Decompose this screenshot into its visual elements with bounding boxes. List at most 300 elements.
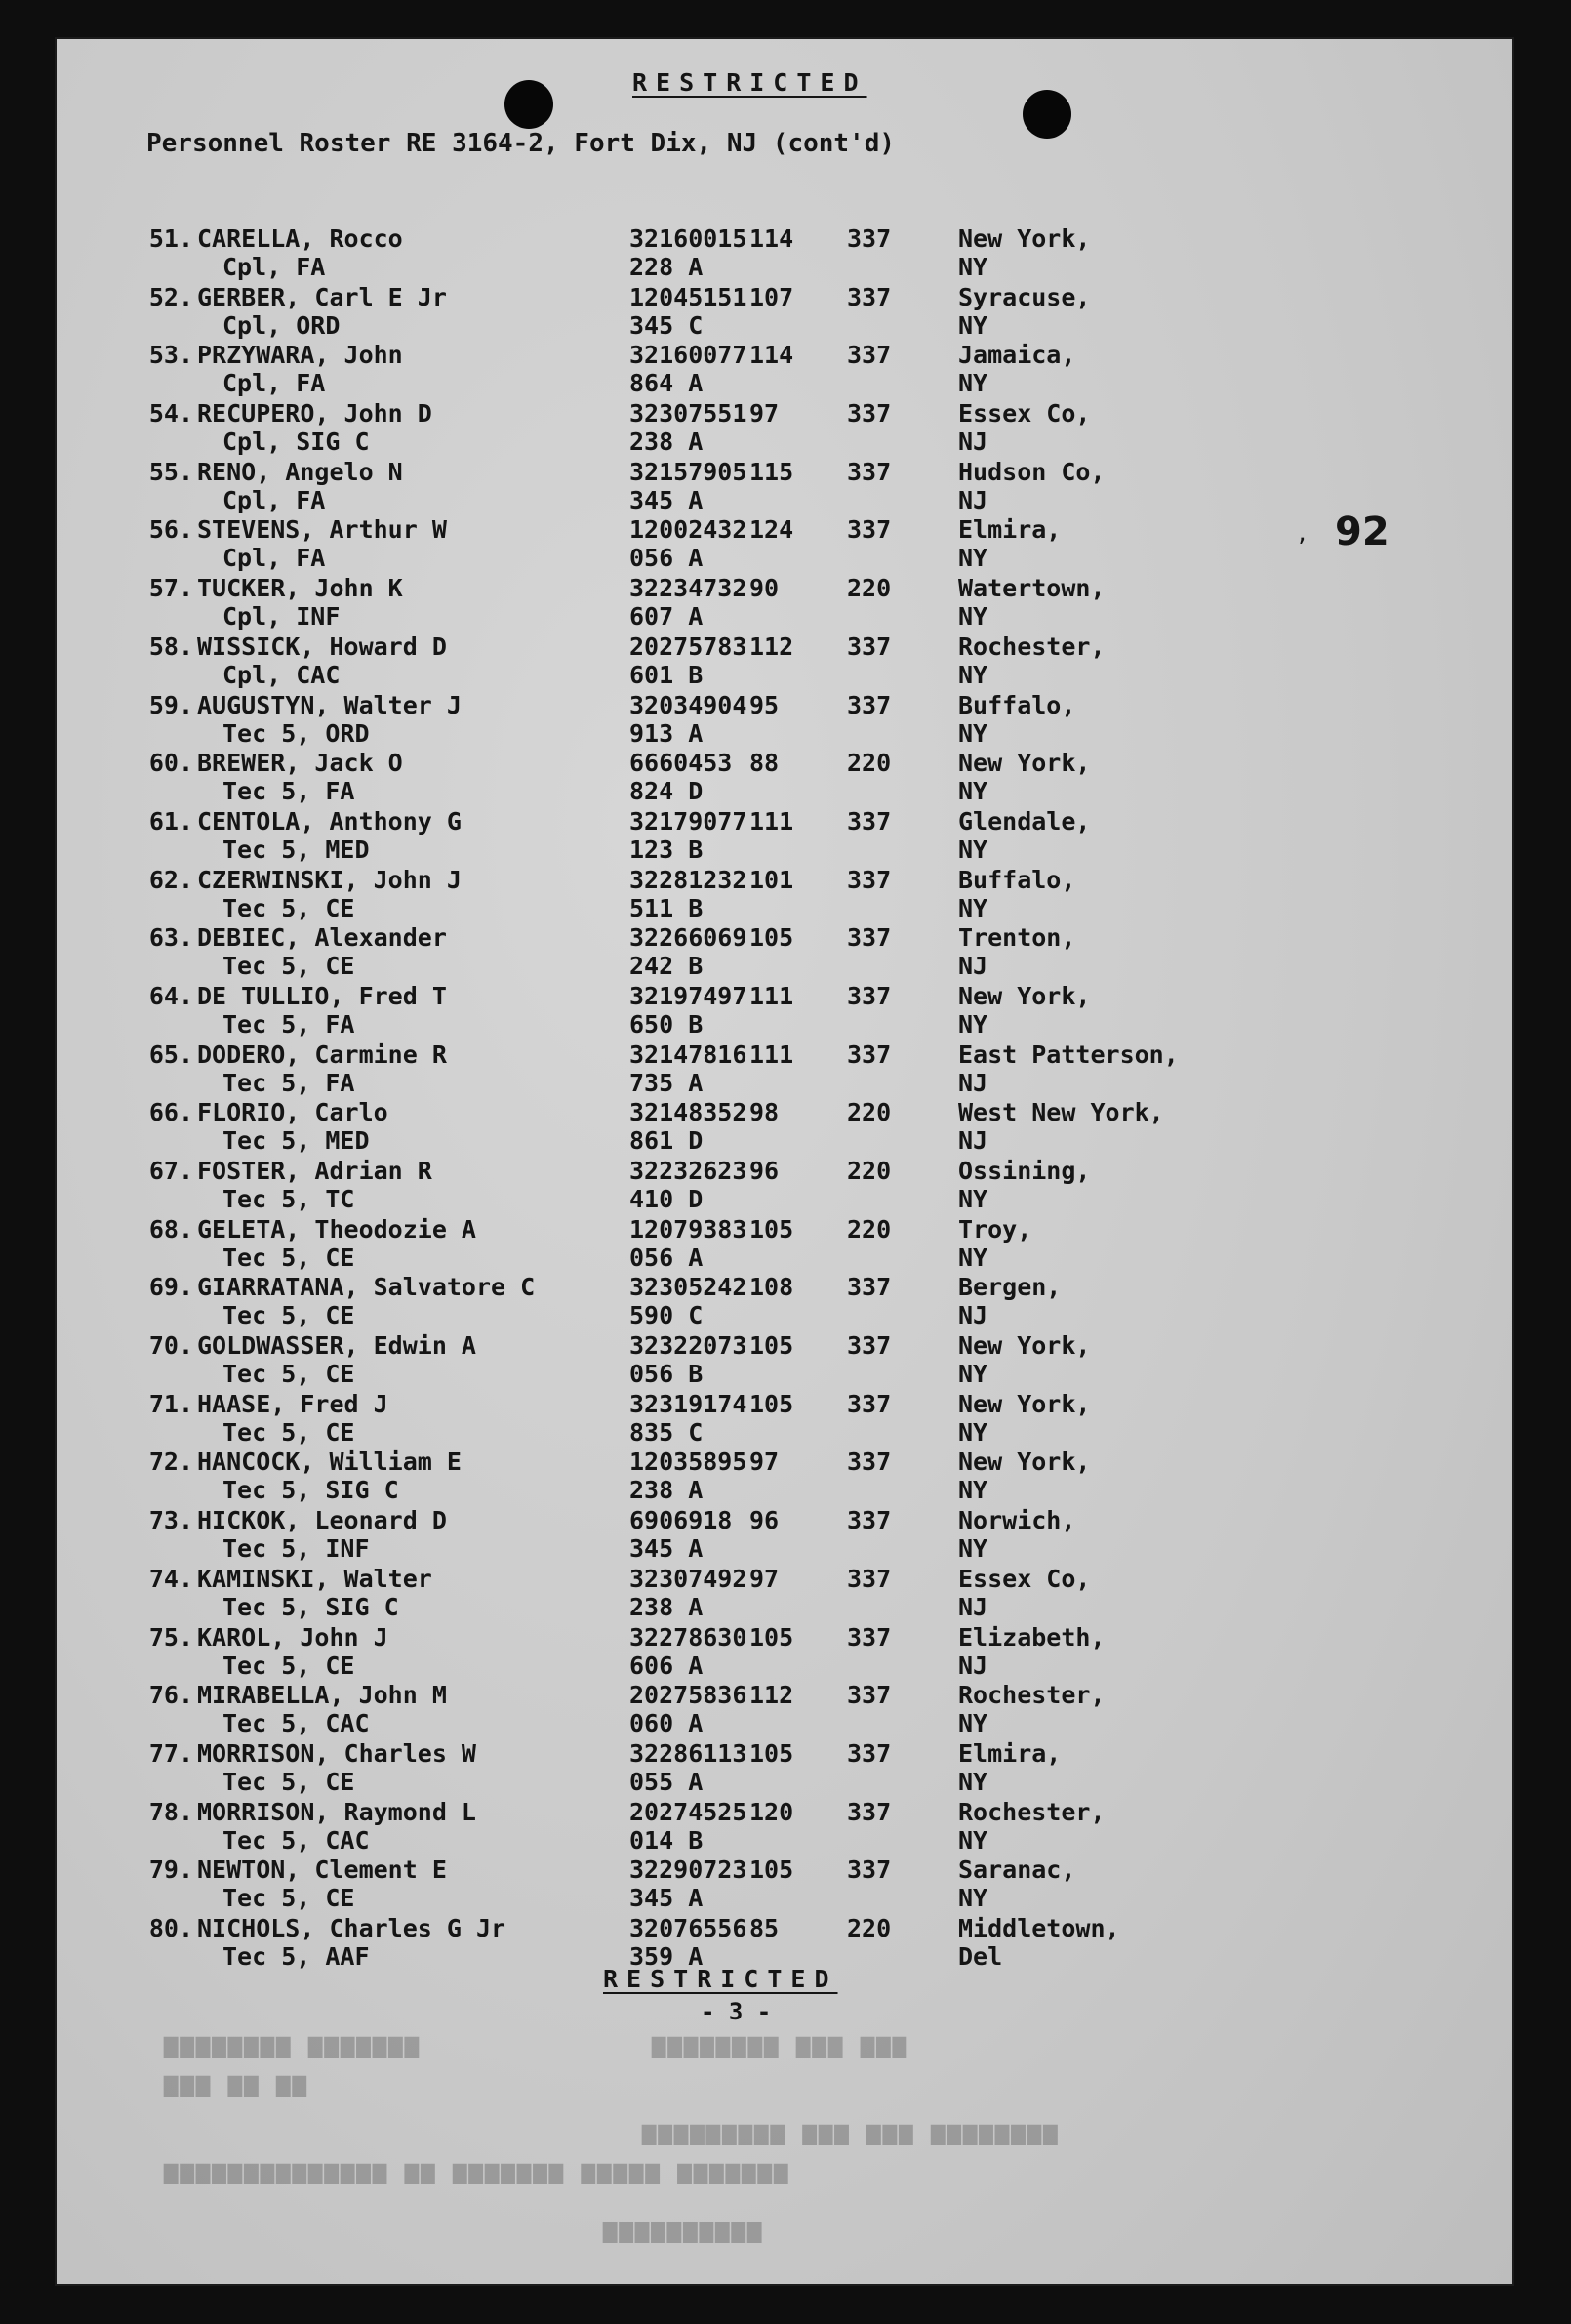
roster-entry: [144, 1157, 1237, 1215]
score-column: 97: [749, 1447, 780, 1477]
serial-number: 32307492: [629, 1564, 747, 1593]
roster-entry: [144, 1215, 1237, 1274]
punch-hole: [1023, 90, 1071, 139]
roster-entry: [144, 866, 1237, 924]
rank-branch: Tec 5, CE: [222, 1360, 355, 1389]
code-column: 337: [847, 1389, 892, 1418]
roster-entry: [144, 458, 1237, 516]
code-column: 337: [847, 806, 892, 836]
home-city: New York,: [958, 1389, 1091, 1418]
code-column: 337: [847, 399, 892, 428]
code-column: 337: [847, 1738, 892, 1768]
serial-number: 32278630: [629, 1622, 747, 1651]
mos-code: 238 A: [629, 1592, 704, 1621]
home-state: NY: [958, 1709, 988, 1738]
rank-branch: Tec 5, FA: [222, 1068, 355, 1097]
home-state: NJ: [958, 1651, 988, 1680]
rank-branch: Tec 5, FA: [222, 777, 355, 806]
mos-code: 345 C: [629, 310, 704, 340]
roster-entry: [144, 1855, 1237, 1914]
roster-entry: [144, 749, 1237, 807]
roster-entry: [144, 923, 1237, 982]
score-column: 101: [749, 865, 794, 894]
score-column: 105: [749, 923, 794, 953]
rank-branch: Tec 5, FA: [222, 1009, 355, 1039]
soldier-name: DEBIEC, Alexander: [197, 923, 447, 953]
code-column: 337: [847, 1855, 892, 1885]
entry-number: 62.: [148, 865, 193, 894]
soldier-name: CZERWINSKI, John J: [197, 865, 462, 894]
rank-branch: Cpl, FA: [222, 544, 326, 573]
mos-code: 824 D: [629, 777, 704, 806]
roster-entry: [144, 341, 1237, 399]
score-column: 124: [749, 515, 794, 545]
home-city: New York,: [958, 1331, 1091, 1361]
soldier-name: MORRISON, Charles W: [197, 1738, 476, 1768]
serial-number: 32160077: [629, 341, 747, 370]
score-column: 97: [749, 399, 780, 428]
soldier-name: GOLDWASSER, Edwin A: [197, 1331, 476, 1361]
roster-entry: [144, 1565, 1237, 1623]
rank-branch: Tec 5, CE: [222, 1417, 355, 1447]
bleed-through-text: ▆▆▆▆▆▆▆▆▆ ▆▆▆ ▆▆▆ ▆▆▆▆▆▆▆▆: [642, 2118, 1060, 2145]
mos-code: 835 C: [629, 1417, 704, 1447]
entry-number: 51.: [148, 224, 193, 253]
score-column: 105: [749, 1622, 794, 1651]
home-state: NY: [958, 602, 988, 632]
rank-branch: Tec 5, CE: [222, 1651, 355, 1680]
score-column: 96: [749, 1157, 780, 1185]
home-city: Elmira,: [958, 515, 1062, 545]
code-column: 337: [847, 224, 892, 253]
serial-number: 12045151: [629, 282, 747, 311]
mos-code: 056 B: [629, 1360, 704, 1389]
entry-number: 55.: [148, 457, 193, 486]
serial-number: 32148352: [629, 1098, 747, 1127]
serial-number: 20275836: [629, 1681, 747, 1710]
code-column: 337: [847, 341, 892, 370]
home-city: New York,: [958, 1447, 1091, 1477]
serial-number: 32232623: [629, 1157, 747, 1185]
code-column: 337: [847, 1797, 892, 1826]
home-state: NY: [958, 310, 988, 340]
home-city: Troy,: [958, 1214, 1032, 1244]
rank-branch: Tec 5, CE: [222, 952, 355, 981]
rank-branch: Cpl, FA: [222, 369, 326, 398]
rank-branch: Tec 5, CE: [222, 893, 355, 922]
serial-number: 12079383: [629, 1214, 747, 1244]
entry-number: 56.: [148, 515, 193, 545]
home-city: Elmira,: [958, 1738, 1062, 1768]
entry-number: 63.: [148, 923, 193, 953]
mos-code: 359 A: [629, 1941, 704, 1971]
mos-code: 864 A: [629, 369, 704, 398]
roster-entry: [144, 224, 1237, 283]
entry-number: 80.: [148, 1913, 193, 1942]
home-state: NY: [958, 1009, 988, 1039]
entry-number: 67.: [148, 1157, 193, 1185]
serial-number: 32179077: [629, 806, 747, 836]
document-page: [57, 39, 1512, 2284]
score-column: 97: [749, 1564, 780, 1593]
code-column: 337: [847, 981, 892, 1010]
mos-code: 601 B: [629, 660, 704, 689]
soldier-name: GELETA, Theodozie A: [197, 1214, 476, 1244]
rank-branch: Tec 5, TC: [222, 1185, 355, 1213]
soldier-name: WISSICK, Howard D: [197, 632, 447, 661]
home-state: NY: [958, 1417, 988, 1447]
home-city: Jamaica,: [958, 341, 1076, 370]
home-state: NJ: [958, 952, 988, 981]
score-column: 96: [749, 1506, 780, 1535]
serial-number: 32322073: [629, 1331, 747, 1361]
score-column: 111: [749, 981, 794, 1010]
soldier-name: STEVENS, Arthur W: [197, 515, 447, 545]
home-city: West New York,: [958, 1098, 1164, 1127]
home-city: New York,: [958, 981, 1091, 1010]
score-column: 85: [749, 1913, 780, 1942]
serial-number: 32034904: [629, 690, 747, 719]
bleed-through-text: ▆▆▆▆▆▆▆▆ ▆▆▆ ▆▆▆: [652, 2030, 909, 2058]
soldier-name: MORRISON, Raymond L: [197, 1797, 476, 1826]
soldier-name: NEWTON, Clement E: [197, 1855, 447, 1885]
code-column: 337: [847, 1506, 892, 1535]
home-state: NY: [958, 777, 988, 806]
home-city: Middletown,: [958, 1913, 1120, 1942]
home-state: NY: [958, 1185, 988, 1213]
roster-entry: [144, 399, 1237, 458]
entry-number: 74.: [148, 1564, 193, 1593]
home-state: NY: [958, 1884, 988, 1913]
soldier-name: HAASE, Fred J: [197, 1389, 388, 1418]
roster-entry: [144, 1331, 1237, 1390]
soldier-name: KAROL, John J: [197, 1622, 388, 1651]
serial-number: 32307551: [629, 399, 747, 428]
rank-branch: Tec 5, CE: [222, 1243, 355, 1272]
mos-code: 913 A: [629, 718, 704, 748]
mos-code: 238 A: [629, 1476, 704, 1505]
home-city: Elizabeth,: [958, 1622, 1106, 1651]
rank-branch: Tec 5, CE: [222, 1301, 355, 1330]
score-column: 105: [749, 1331, 794, 1361]
code-column: 220: [847, 1913, 892, 1942]
serial-number: 32281232: [629, 865, 747, 894]
mos-code: 060 A: [629, 1709, 704, 1738]
mos-code: 607 A: [629, 602, 704, 632]
score-column: 90: [749, 574, 780, 603]
soldier-name: TUCKER, John K: [197, 574, 403, 603]
entry-number: 73.: [148, 1506, 193, 1535]
entry-number: 77.: [148, 1738, 193, 1768]
mos-code: 228 A: [629, 253, 704, 281]
score-column: 105: [749, 1738, 794, 1768]
code-column: 220: [847, 574, 892, 603]
soldier-name: RECUPERO, John D: [197, 399, 432, 428]
home-state: NY: [958, 718, 988, 748]
soldier-name: GIARRATANA, Salvatore C: [197, 1273, 536, 1302]
soldier-name: DODERO, Carmine R: [197, 1040, 447, 1069]
entry-number: 65.: [148, 1040, 193, 1069]
score-column: 105: [749, 1214, 794, 1244]
roster-entry: [144, 1681, 1237, 1739]
roster-entry: [144, 1798, 1237, 1856]
soldier-name: DE TULLIO, Fred T: [197, 981, 447, 1010]
roster-entry: [144, 1098, 1237, 1157]
code-column: 337: [847, 690, 892, 719]
score-column: 95: [749, 690, 780, 719]
roster-entry: [144, 691, 1237, 750]
mos-code: 345 A: [629, 1534, 704, 1564]
serial-number: 32319174: [629, 1389, 747, 1418]
score-column: 98: [749, 1098, 780, 1127]
soldier-name: BREWER, Jack O: [197, 749, 403, 778]
mos-code: 511 B: [629, 893, 704, 922]
code-column: 337: [847, 923, 892, 953]
bleed-through-text: ▆▆▆▆▆▆▆▆▆▆▆▆▆▆ ▆▆ ▆▆▆▆▆▆▆ ▆▆▆▆▆ ▆▆▆▆▆▆▆: [164, 2157, 790, 2184]
home-state: NY: [958, 660, 988, 689]
soldier-name: MIRABELLA, John M: [197, 1681, 447, 1710]
margin-tick: ,: [1296, 522, 1309, 547]
home-city: Buffalo,: [958, 690, 1076, 719]
serial-number: 32157905: [629, 457, 747, 486]
mos-code: 650 B: [629, 1009, 704, 1039]
home-state: NY: [958, 1534, 988, 1564]
entry-number: 61.: [148, 806, 193, 836]
punch-hole: [504, 80, 553, 129]
mos-code: 123 B: [629, 835, 704, 864]
serial-number: 32147816: [629, 1040, 747, 1069]
home-city: Norwich,: [958, 1506, 1076, 1535]
home-city: Rochester,: [958, 1681, 1106, 1710]
roster-entry: [144, 982, 1237, 1040]
rank-branch: Tec 5, SIG C: [222, 1592, 399, 1621]
mos-code: 055 A: [629, 1767, 704, 1796]
entry-number: 72.: [148, 1447, 193, 1477]
home-state: NJ: [958, 1592, 988, 1621]
mos-code: 056 A: [629, 1243, 704, 1272]
rank-branch: Tec 5, CE: [222, 1767, 355, 1796]
serial-number: 12002432: [629, 515, 747, 545]
rank-branch: Tec 5, ORD: [222, 718, 370, 748]
entry-number: 59.: [148, 690, 193, 719]
home-city: Trenton,: [958, 923, 1076, 953]
code-column: 220: [847, 749, 892, 778]
home-city: Ossining,: [958, 1157, 1091, 1185]
entry-number: 57.: [148, 574, 193, 603]
rank-branch: Cpl, ORD: [222, 310, 341, 340]
code-column: 337: [847, 1040, 892, 1069]
rank-branch: Tec 5, INF: [222, 1534, 370, 1564]
soldier-name: NICHOLS, Charles G Jr: [197, 1913, 506, 1942]
home-city: New York,: [958, 224, 1091, 253]
mos-code: 861 D: [629, 1126, 704, 1156]
score-column: 111: [749, 1040, 794, 1069]
mos-code: 014 B: [629, 1825, 704, 1855]
code-column: 337: [847, 1564, 892, 1593]
home-state: NY: [958, 1767, 988, 1796]
entry-number: 52.: [148, 282, 193, 311]
code-column: 337: [847, 1622, 892, 1651]
home-state: NY: [958, 1825, 988, 1855]
classification-marking-top: RESTRICTED: [632, 68, 867, 97]
entry-number: 53.: [148, 341, 193, 370]
score-column: 120: [749, 1797, 794, 1826]
mos-code: 410 D: [629, 1185, 704, 1213]
classification-marking-bottom: RESTRICTED: [603, 1965, 838, 1993]
roster-entry: [144, 1273, 1237, 1331]
score-column: 112: [749, 632, 794, 661]
serial-number: 6906918: [629, 1506, 733, 1535]
mos-code: 242 B: [629, 952, 704, 981]
serial-number: 6660453: [629, 749, 733, 778]
roster-list: [144, 224, 1237, 1973]
mos-code: 606 A: [629, 1651, 704, 1680]
score-column: 107: [749, 282, 794, 311]
roster-entry: [144, 1447, 1237, 1506]
entry-number: 54.: [148, 399, 193, 428]
serial-number: 32290723: [629, 1855, 747, 1885]
soldier-name: FLORIO, Carlo: [197, 1098, 388, 1127]
roster-entry: [144, 283, 1237, 342]
soldier-name: GERBER, Carl E Jr: [197, 282, 447, 311]
rank-branch: Tec 5, MED: [222, 1126, 370, 1156]
home-state: NJ: [958, 485, 988, 514]
serial-number: 20274525: [629, 1797, 747, 1826]
soldier-name: CENTOLA, Anthony G: [197, 806, 462, 836]
home-city: East Patterson,: [958, 1040, 1179, 1069]
home-state: NY: [958, 1243, 988, 1272]
soldier-name: CARELLA, Rocco: [197, 224, 403, 253]
roster-entry: [144, 1506, 1237, 1565]
soldier-name: HICKOK, Leonard D: [197, 1506, 447, 1535]
home-state: NY: [958, 835, 988, 864]
soldier-name: FOSTER, Adrian R: [197, 1157, 432, 1185]
mos-code: 735 A: [629, 1068, 704, 1097]
serial-number: 32286113: [629, 1738, 747, 1768]
rank-branch: Tec 5, MED: [222, 835, 370, 864]
home-city: Rochester,: [958, 632, 1106, 661]
entry-number: 58.: [148, 632, 193, 661]
entry-number: 69.: [148, 1273, 193, 1302]
rank-branch: Tec 5, CAC: [222, 1709, 370, 1738]
rank-branch: Cpl, FA: [222, 253, 326, 281]
entry-number: 68.: [148, 1214, 193, 1244]
rank-branch: Tec 5, AAF: [222, 1941, 370, 1971]
roster-entry: [144, 1040, 1237, 1099]
home-city: Essex Co,: [958, 399, 1091, 428]
roster-entry: [144, 574, 1237, 632]
soldier-name: KAMINSKI, Walter: [197, 1564, 432, 1593]
roster-entry: [144, 515, 1237, 574]
home-city: Saranac,: [958, 1855, 1076, 1885]
code-column: 337: [847, 515, 892, 545]
rank-branch: Tec 5, CAC: [222, 1825, 370, 1855]
score-column: 108: [749, 1273, 794, 1302]
entry-number: 79.: [148, 1855, 193, 1885]
code-column: 337: [847, 865, 892, 894]
code-column: 337: [847, 282, 892, 311]
home-state: Del: [958, 1941, 1003, 1971]
serial-number: 32160015: [629, 224, 747, 253]
serial-number: 32234732: [629, 574, 747, 603]
home-state: NJ: [958, 1301, 988, 1330]
home-state: NY: [958, 1360, 988, 1389]
serial-number: 32197497: [629, 981, 747, 1010]
code-column: 220: [847, 1098, 892, 1127]
home-city: Syracuse,: [958, 282, 1091, 311]
code-column: 337: [847, 1447, 892, 1477]
score-column: 114: [749, 224, 794, 253]
score-column: 111: [749, 806, 794, 836]
roster-entry: [144, 632, 1237, 691]
rank-branch: Cpl, CAC: [222, 660, 341, 689]
home-city: Watertown,: [958, 574, 1106, 603]
mos-code: 590 C: [629, 1301, 704, 1330]
mos-code: 345 A: [629, 1884, 704, 1913]
home-state: NJ: [958, 428, 988, 457]
mos-code: 345 A: [629, 485, 704, 514]
serial-number: 32266069: [629, 923, 747, 953]
home-state: NY: [958, 893, 988, 922]
code-column: 337: [847, 1681, 892, 1710]
home-city: Hudson Co,: [958, 457, 1106, 486]
serial-number: 32305242: [629, 1273, 747, 1302]
roster-entry: [144, 1623, 1237, 1682]
soldier-name: PRZYWARA, John: [197, 341, 403, 370]
home-city: Buffalo,: [958, 865, 1076, 894]
entry-number: 78.: [148, 1797, 193, 1826]
score-column: 115: [749, 457, 794, 486]
home-state: NY: [958, 544, 988, 573]
serial-number: 32076556: [629, 1913, 747, 1942]
score-column: 112: [749, 1681, 794, 1710]
home-state: NJ: [958, 1126, 988, 1156]
rank-branch: Cpl, FA: [222, 485, 326, 514]
entry-number: 70.: [148, 1331, 193, 1361]
rank-branch: Tec 5, CE: [222, 1884, 355, 1913]
roster-header: Personnel Roster RE 3164-2, Fort Dix, NJ (cont'd): [146, 129, 896, 158]
code-column: 220: [847, 1214, 892, 1244]
home-city: Rochester,: [958, 1797, 1106, 1826]
roster-entry: [144, 1739, 1237, 1798]
roster-entry: [144, 1390, 1237, 1448]
home-city: New York,: [958, 749, 1091, 778]
page-number: - 3 -: [701, 1998, 772, 2025]
soldier-name: HANCOCK, William E: [197, 1447, 462, 1477]
soldier-name: AUGUSTYN, Walter J: [197, 690, 462, 719]
entry-number: 64.: [148, 981, 193, 1010]
code-column: 220: [847, 1157, 892, 1185]
score-column: 88: [749, 749, 780, 778]
entry-number: 66.: [148, 1098, 193, 1127]
rank-branch: Tec 5, SIG C: [222, 1476, 399, 1505]
rank-branch: Cpl, SIG C: [222, 428, 370, 457]
mos-code: 238 A: [629, 428, 704, 457]
serial-number: 20275783: [629, 632, 747, 661]
roster-entry: [144, 807, 1237, 866]
entry-number: 60.: [148, 749, 193, 778]
mos-code: 056 A: [629, 544, 704, 573]
home-state: NY: [958, 1476, 988, 1505]
bleed-through-text: ▆▆▆▆▆▆▆▆ ▆▆▆▆▆▆▆: [164, 2030, 422, 2058]
score-column: 105: [749, 1855, 794, 1885]
home-city: Bergen,: [958, 1273, 1062, 1302]
score-column: 105: [749, 1389, 794, 1418]
entry-number: 76.: [148, 1681, 193, 1710]
soldier-name: RENO, Angelo N: [197, 457, 403, 486]
home-state: NY: [958, 369, 988, 398]
roster-entry: [144, 1914, 1237, 1973]
